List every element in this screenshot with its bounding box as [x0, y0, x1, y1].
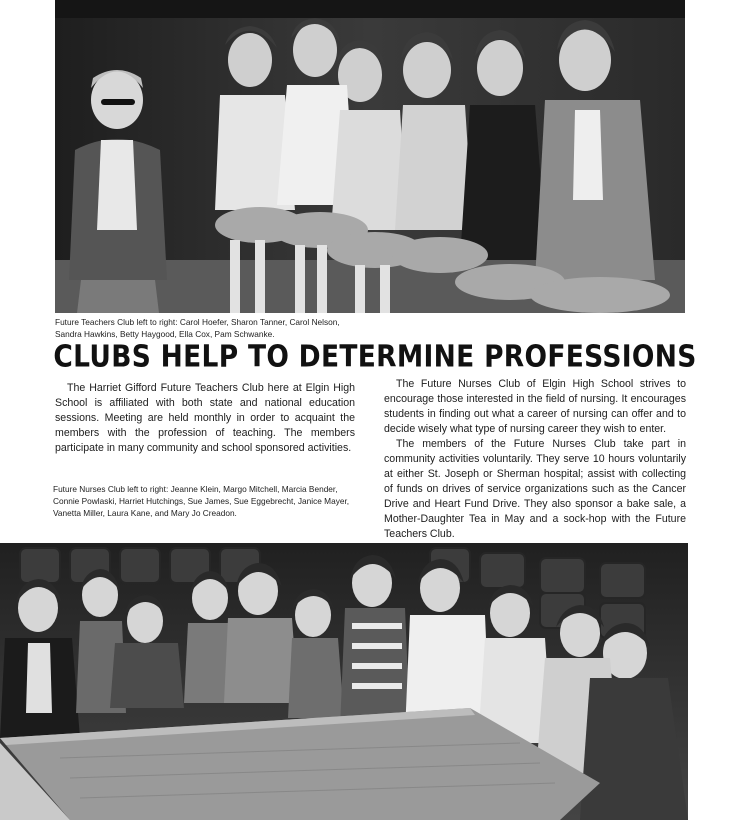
right-column [384, 377, 686, 542]
teachers-club-paragraph: The Harriet Gifford Future Teachers Club here at Elgin High School is affiliated with both state and national education sessions. Meeting are held monthly in order to acquaint the members with the profession of teaching. The members participate in many community and school sponsored activities. [55, 382, 355, 454]
future-nurses-photo-art [0, 543, 688, 820]
page-headline: CLUBS HELP TO DETERMINE PROFESSIONS [53, 339, 697, 375]
future-nurses-photo [0, 543, 688, 820]
left-column [55, 381, 355, 456]
future-teachers-photo-art [55, 0, 685, 313]
future-nurses-caption: Future Nurses Club left to right: Jeanne Klein, Margo Mitchell, Marcia Bender, Connie Powlaski, Harriet Hutchings, Sue James, Sue Eggebrecht, Janice Mayer, Vanetta Miller, Laura Kane, and Mary Jo Creadon. [53, 484, 350, 518]
future-teachers-caption: Future Teachers Club left to right: Carol Hoefer, Sharon Tanner, Carol Nelson, Sandra Hawkins, Betty Haygood, Ella Cox, Pam Schwanke. [55, 317, 340, 339]
nurses-club-paragraph-1: The Future Nurses Club of Elgin High School strives to encourage those interested in the field of nursing. It encourages students in finding out what a career of nursing can offer and to decide wisely what type of nursing career they wish to enter. [384, 378, 686, 435]
future-teachers-photo [55, 0, 685, 313]
nurses-club-paragraph-2: The members of the Future Nurses Club take part in community activities voluntarily. They serve 10 hours voluntarily at either St. Joseph or Sherman hospital; assist with collecting of funds on drives of service organizations such as the Cancer Drive and Heart Fund Drive. They also sponsor a bake sale, a Mother-Daughter Tea in May and a sock-hop with the Future Teachers Club. [384, 438, 686, 540]
